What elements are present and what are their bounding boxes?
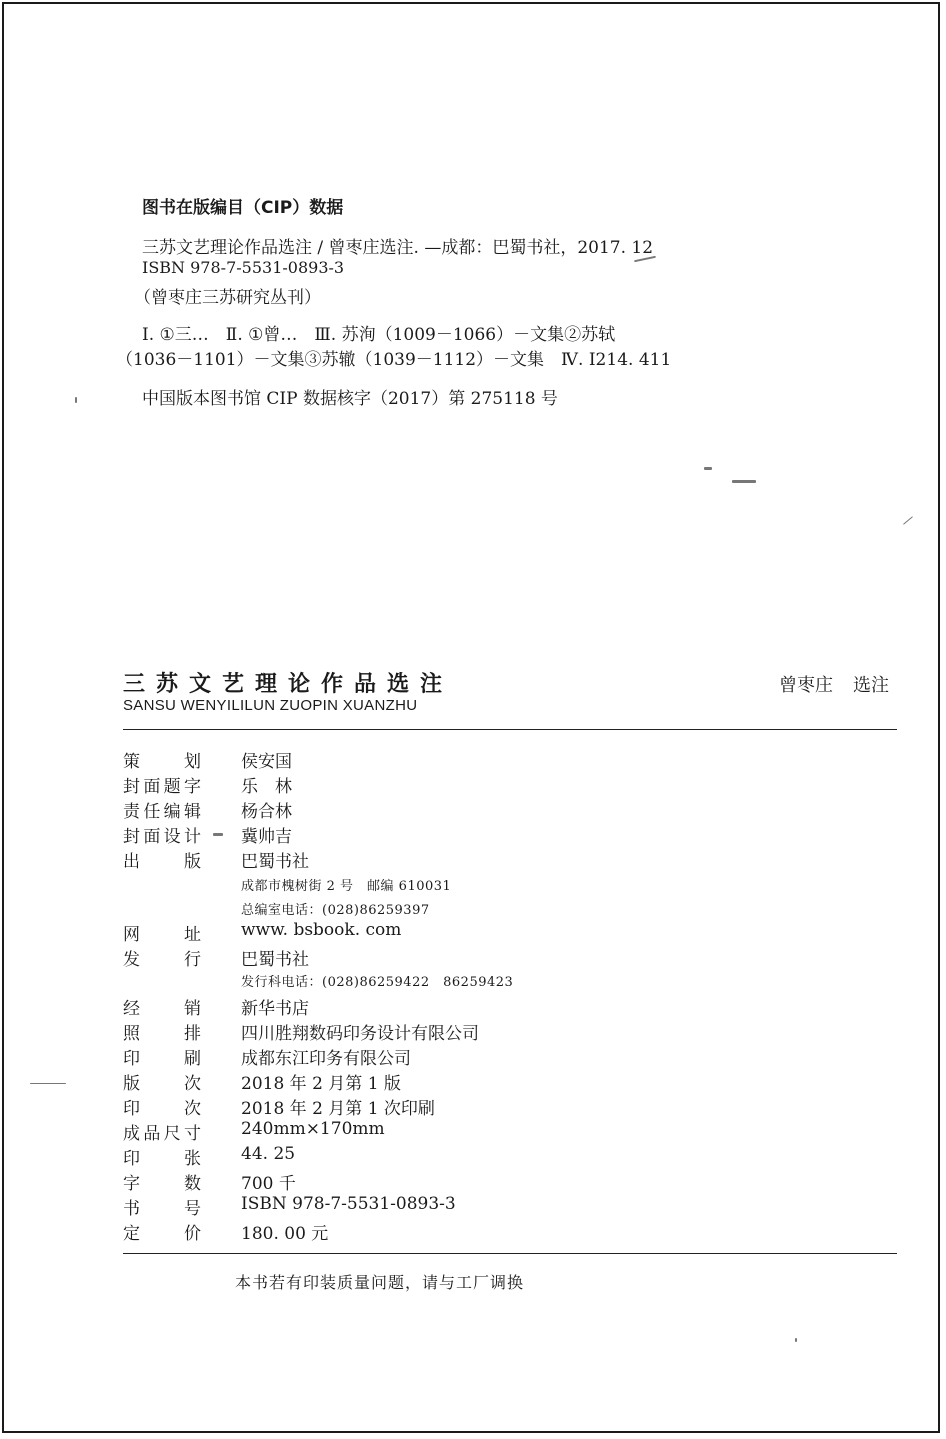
credit-label — [123, 772, 201, 797]
scan-speck — [732, 480, 756, 483]
credit-label-char: 划 — [184, 752, 201, 772]
credit-value: 新华书店 — [241, 999, 309, 1019]
distribution-phone: 发行科电话：(028)86259422 86259423 — [241, 975, 514, 990]
credit-label-char: 排 — [184, 1024, 201, 1044]
credit-value: www. bsbook. com — [241, 920, 402, 940]
scan-speck — [75, 397, 77, 403]
credit-label-char: 经 — [123, 999, 140, 1019]
credit-label-char: 面 — [143, 827, 161, 847]
credit-label-char: 任 — [143, 802, 161, 822]
credit-value: 700 千 — [241, 1174, 296, 1194]
credit-value: 侯安国 — [241, 752, 292, 772]
credit-label-char: 印 — [123, 1049, 140, 1069]
publisher-address: 成都市槐树街 2 号 邮编 610031 — [241, 879, 452, 894]
credit-label — [123, 822, 201, 847]
credit-value: ISBN 978-7-5531-0893-3 — [241, 1194, 456, 1214]
credit-value: 180. 00 元 — [241, 1224, 329, 1244]
author-role: 选注 — [853, 675, 889, 696]
credit-label — [123, 1094, 201, 1119]
author-credit — [779, 671, 889, 697]
credit-label — [123, 1169, 201, 1194]
scan-speck — [30, 1083, 66, 1084]
credit-label-char: 成 — [123, 1124, 140, 1144]
credit-label-char: 印 — [123, 1099, 140, 1119]
credit-label-char: 版 — [123, 1074, 140, 1094]
credit-label-char: 号 — [184, 1199, 201, 1219]
credit-label-char: 编 — [163, 802, 181, 822]
cip-subjects-line-1: Ⅰ. ①三… Ⅱ. ①曾… Ⅲ. 苏洵（1009－1066）－文集②苏轼 — [142, 325, 616, 345]
credit-label-char: 价 — [184, 1224, 201, 1244]
credit-value: 四川胜翔数码印务设计有限公司 — [241, 1024, 479, 1044]
credit-label — [123, 1194, 201, 1219]
credit-label-char: 责 — [123, 802, 140, 822]
credit-label-char: 照 — [123, 1024, 140, 1044]
credit-label-char: 计 — [183, 827, 201, 847]
credit-label-char: 题 — [163, 777, 181, 797]
credit-value: 2018 年 2 月第 1 版 — [241, 1074, 401, 1094]
credit-label-char: 书 — [123, 1199, 140, 1219]
book-title-pinyin: SANSU WENYILILUN ZUOPIN XUANZHU — [123, 697, 418, 714]
credit-label-char: 品 — [143, 1124, 161, 1144]
quality-notice: 本书若有印装质量问题，请与工厂调换 — [235, 1273, 525, 1292]
credit-label — [123, 1119, 201, 1144]
author-name: 曾枣庄 — [779, 675, 833, 696]
credit-label — [123, 1019, 201, 1044]
credit-label — [123, 945, 201, 970]
scan-speck — [213, 833, 223, 836]
credit-value: 冀帅吉 — [241, 827, 292, 847]
credit-label-char: 定 — [123, 1224, 140, 1244]
credit-value: 44. 25 — [241, 1144, 296, 1164]
credit-value: 成都东江印务有限公司 — [241, 1049, 411, 1069]
bottom-divider — [123, 1253, 897, 1254]
credit-label-char: 字 — [123, 1174, 140, 1194]
book-title-chinese: 三苏文艺理论作品选注 — [123, 672, 454, 697]
credit-value: 2018 年 2 月第 1 次印刷 — [241, 1099, 435, 1119]
scan-speck — [795, 1338, 797, 1342]
credit-label-char: 寸 — [183, 1124, 201, 1144]
scan-speck — [704, 467, 712, 470]
credit-value: 乐 林 — [241, 777, 292, 797]
credit-label-char: 印 — [123, 1149, 140, 1169]
credit-label — [123, 994, 201, 1019]
credit-label-char: 网 — [123, 925, 140, 945]
editorial-phone: 总编室电话：(028)86259397 — [241, 903, 430, 918]
top-divider — [123, 729, 897, 730]
credit-label — [123, 1044, 201, 1069]
credit-label-char: 发 — [123, 950, 140, 970]
credit-label-char: 销 — [184, 999, 201, 1019]
cip-subjects-line-2: （1036－1101）－文集③苏辙（1039－1112）－文集 Ⅳ. I214. 411 — [116, 350, 672, 370]
credit-label-char: 数 — [184, 1174, 201, 1194]
credit-label-char: 行 — [184, 950, 201, 970]
cip-isbn: ISBN 978-7-5531-0893-3 — [142, 258, 345, 277]
credit-label-char: 尺 — [163, 1124, 181, 1144]
credit-label-char: 址 — [184, 925, 201, 945]
credit-label — [123, 1144, 201, 1169]
cip-heading: 图书在版编目（CIP）数据 — [142, 198, 344, 218]
credit-label-char: 版 — [184, 852, 201, 872]
credit-value: 巴蜀书社 — [241, 950, 309, 970]
credit-label-char: 面 — [143, 777, 161, 797]
credit-label — [123, 797, 201, 822]
credit-value: 巴蜀书社 — [241, 852, 309, 872]
credit-label-char: 封 — [123, 827, 140, 847]
cip-record-line: 三苏文艺理论作品选注 / 曾枣庄选注. —成都：巴蜀书社，2017. 12 — [142, 238, 654, 258]
credit-label-char: 字 — [183, 777, 201, 797]
cip-series: （曾枣庄三苏研究丛刊） — [134, 288, 321, 308]
credit-label-char: 策 — [123, 752, 140, 772]
credit-label-char: 设 — [163, 827, 181, 847]
credit-label — [123, 847, 201, 872]
credit-label-char: 封 — [123, 777, 140, 797]
credit-label — [123, 1219, 201, 1244]
credit-label-char: 张 — [184, 1149, 201, 1169]
credit-label-char: 次 — [184, 1099, 201, 1119]
credit-label-char: 刷 — [184, 1049, 201, 1069]
credit-value: 杨合林 — [241, 802, 292, 822]
credit-label — [123, 1069, 201, 1094]
cip-approval: 中国版本图书馆 CIP 数据核字（2017）第 275118 号 — [142, 389, 558, 409]
credit-label — [123, 920, 201, 945]
credit-label-char: 出 — [123, 852, 140, 872]
credit-label — [123, 747, 201, 772]
credit-label-char: 次 — [184, 1074, 201, 1094]
credit-label-char: 辑 — [183, 802, 201, 822]
credit-value: 240mm×170mm — [241, 1119, 385, 1139]
